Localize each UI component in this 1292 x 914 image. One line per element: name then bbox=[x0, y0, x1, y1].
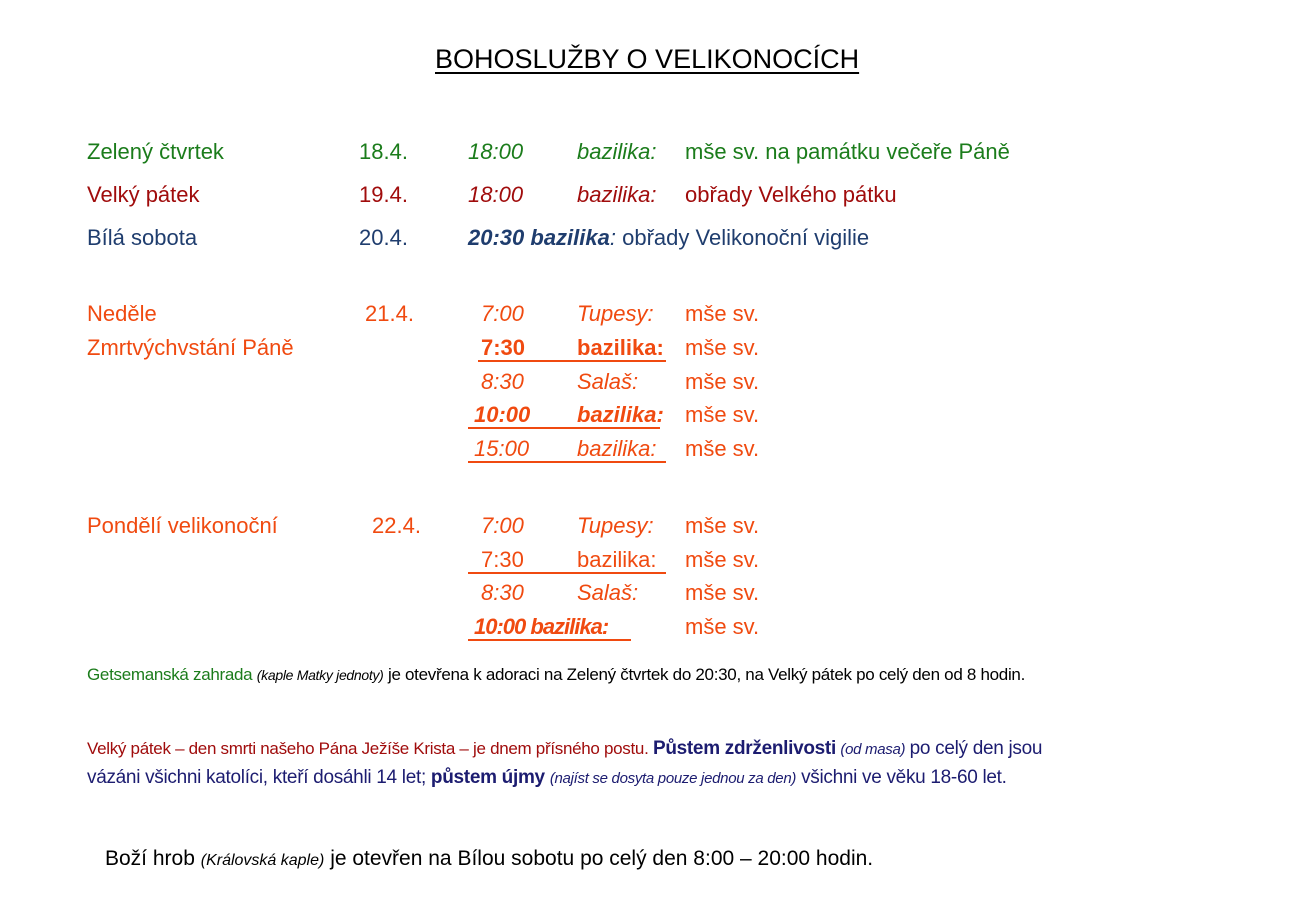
note-fast-fasting-sub: (najíst se dosyta pouze jednou za den) bbox=[549, 770, 797, 787]
day-label: Velký pátek bbox=[87, 182, 200, 207]
place: Salaš: bbox=[577, 580, 639, 605]
time: 18:00 bbox=[468, 139, 524, 164]
description: obřady Velikonoční vigilie bbox=[622, 225, 870, 250]
separator: : bbox=[609, 225, 616, 250]
note-fast-title: Velký pátek – den smrti našeho Pána Ježíše Krista – je dnem přísného postu. bbox=[87, 739, 649, 758]
note-fast-abstinence: Půstem zdrženlivosti bbox=[652, 738, 836, 759]
description: mše sv. bbox=[685, 513, 760, 538]
description: mše sv. bbox=[685, 301, 760, 326]
time: 15:00 bbox=[474, 436, 530, 461]
time-place: 20:30 bazilika bbox=[468, 225, 610, 250]
time: 7:00 bbox=[481, 513, 524, 538]
time: 7:30 bbox=[481, 335, 526, 360]
description: mše sv. bbox=[685, 614, 760, 639]
place: Salaš: bbox=[577, 369, 639, 394]
note-fast-text: po celý den jsou bbox=[909, 738, 1043, 759]
underline bbox=[468, 572, 666, 574]
description: obřady Velkého pátku bbox=[685, 182, 897, 207]
description: mše sv. na památku večeře Páně bbox=[685, 139, 1010, 164]
note-fast-line1 bbox=[87, 739, 1042, 758]
description: mše sv. bbox=[685, 436, 760, 461]
note-garden-sub: (kaple Matky jednoty) bbox=[256, 667, 384, 683]
time-place: 10:00 bazilika: bbox=[474, 614, 609, 639]
place: bazilika: bbox=[577, 402, 664, 427]
time: 7:00 bbox=[481, 301, 524, 326]
place: bazilika: bbox=[577, 547, 657, 572]
place: bazilika: bbox=[577, 182, 657, 207]
time: 18:00 bbox=[468, 182, 524, 207]
date: 18.4. bbox=[359, 139, 408, 164]
place: Tupesy: bbox=[577, 513, 654, 538]
place: bazilika: bbox=[577, 335, 664, 360]
note-garden-text: je otevřena k adoraci na Zelený čtvrtek do 20:30, na Velký pátek po celý den od 8 hodin. bbox=[383, 665, 1025, 684]
note-tomb-title: Boží hrob bbox=[105, 847, 195, 870]
note-tomb-text: je otevřen na bbox=[330, 847, 452, 870]
note-tomb-sub: (Královská kaple) bbox=[200, 852, 325, 869]
day-label: Neděle bbox=[87, 301, 157, 326]
note-tomb bbox=[105, 848, 873, 869]
day-label: Pondělí velikonoční bbox=[87, 513, 278, 538]
date: 21.4. bbox=[365, 301, 414, 326]
note-fast-abstinence-sub: (od masa) bbox=[840, 741, 906, 758]
note-fast-text: vázáni všichni katolíci, kteří dosáhli 14 let; bbox=[87, 767, 426, 788]
place: bazilika: bbox=[577, 436, 657, 461]
note-tomb-text: po celý den 8:00 – 20:00 hodin. bbox=[580, 847, 874, 870]
date: 20.4. bbox=[359, 225, 408, 250]
time-place-description bbox=[468, 227, 869, 249]
note-garden-title: Getsemanská zahrada bbox=[87, 665, 253, 684]
place: bazilika: bbox=[577, 139, 657, 164]
description: mše sv. bbox=[685, 580, 760, 605]
page-title: BOHOSLUŽBY O VELIKONOCÍCH bbox=[435, 44, 860, 74]
day-label: Zmrtvýchvstání Páně bbox=[87, 335, 294, 360]
place: Tupesy: bbox=[577, 301, 654, 326]
time: 8:30 bbox=[481, 580, 524, 605]
underline bbox=[468, 461, 666, 463]
note-fast-text: všichni ve věku 18-60 let. bbox=[801, 767, 1007, 788]
underline bbox=[468, 427, 660, 429]
description: mše sv. bbox=[685, 335, 760, 360]
time: 10:00 bbox=[474, 402, 531, 427]
day-label: Zelený čtvrtek bbox=[87, 139, 224, 164]
date: 19.4. bbox=[359, 182, 408, 207]
description: mše sv. bbox=[685, 547, 760, 572]
underline bbox=[478, 360, 666, 362]
time: 8:30 bbox=[481, 369, 524, 394]
underline bbox=[468, 639, 631, 641]
day-label: Bílá sobota bbox=[87, 225, 198, 250]
note-fast-fasting: půstem újmy bbox=[430, 767, 545, 788]
date: 22.4. bbox=[372, 513, 421, 538]
note-fast-line2 bbox=[87, 768, 1007, 787]
note-tomb-day: Bílou sobotu bbox=[457, 847, 575, 870]
description: mše sv. bbox=[685, 369, 760, 394]
description: mše sv. bbox=[685, 402, 760, 427]
time: 7:30 bbox=[481, 547, 524, 572]
note-garden bbox=[87, 666, 1025, 683]
